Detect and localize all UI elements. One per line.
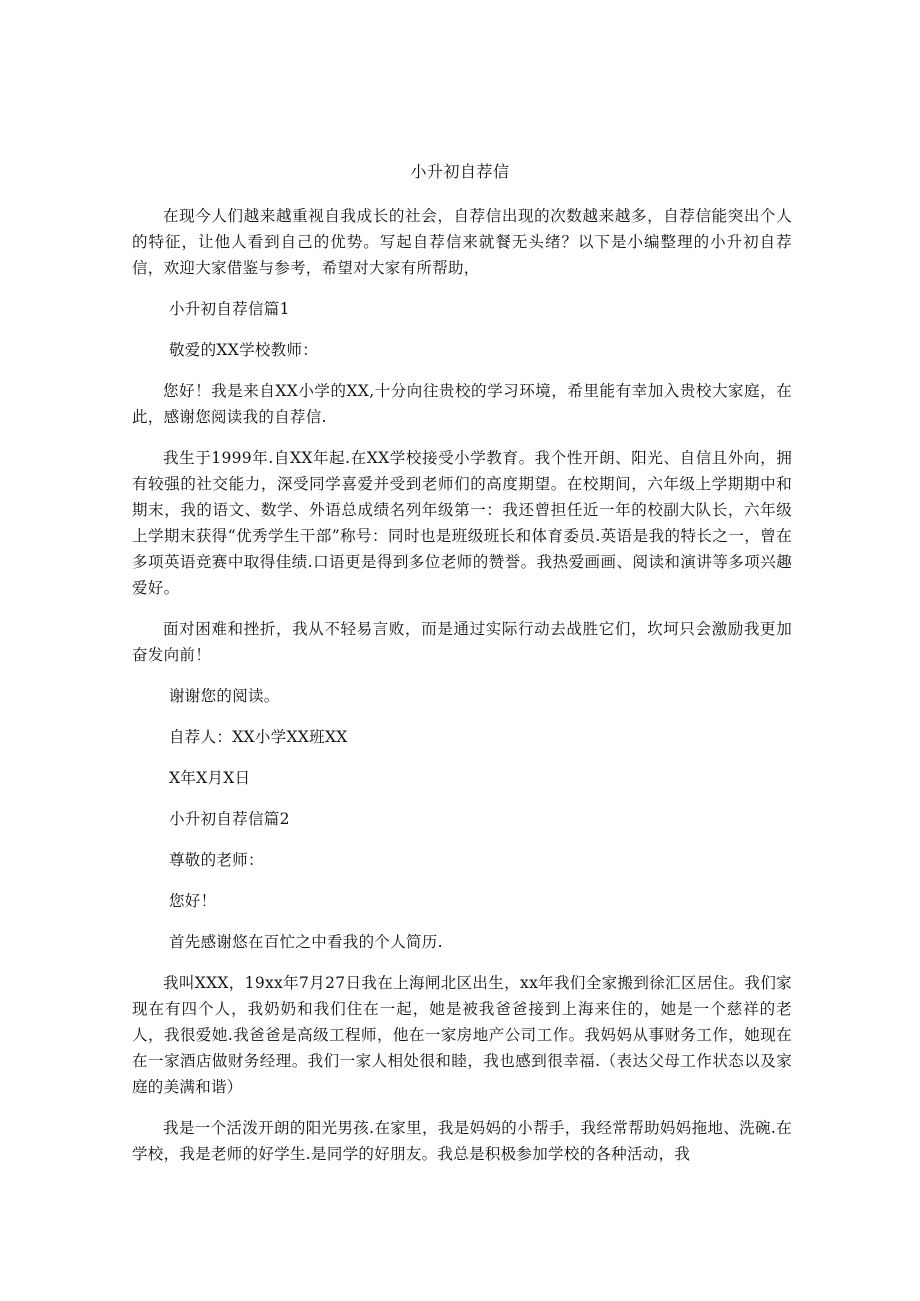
intro-paragraph: 在现今人们越来越重视自我成长的社会，自荐信出现的次数越来越多，自荐信能突出个人的特征，让他人看到自己的优势。写起自荐信来就餐无头绪？以下是小编整理的小升初自荐信，欢迎大家借鉴与参考，希望对大家有所帮助，	[132, 207, 792, 277]
letter2-opening: 首先感谢悠在百忙之中看我的个人简历.	[169, 933, 443, 951]
letter2-greeting: 您好！	[169, 892, 217, 910]
document-body	[132, 203, 792, 1182]
letter2-heading: 小升初自荐信篇2	[169, 810, 290, 828]
document-title: 小升初自荐信	[410, 162, 510, 181]
letter2-family-paragraph: 我叫XXX，19xx年7月27日我在上海闸北区出生，xx年我们全家搬到徐汇区居住。我们家现在有四个人，我奶奶和我们住在一起，她是被我爸爸接到上海来住的，她是一个慈祥的老人，我很爱她.我爸爸是高级工程师，他在一家房地产公司工作。我妈妈从事财务工作，她现在在一家酒店做财务经理。我们一家人相处很和睦，我也感到很幸福.（表达父母工作状态以及家庭的美满和谐）	[132, 974, 792, 1096]
letter1-signer: 自荐人：XX小学XX班XX	[169, 728, 348, 746]
letter1-greeting-paragraph: 您好！我是来自XX小学的XX,十分向往贵校的学习环境，希里能有幸加入贵校大家庭，在此，感谢您阅读我的自荐信.	[132, 382, 792, 426]
letter1-heading: 小升初自荐信篇1	[169, 300, 290, 318]
letter1-salutation: 敬爱的XX学校教师：	[169, 341, 319, 359]
letter1-body-paragraph: 我生于1999年.自XX年起.在XX学校接受小学教育。我个性开朗、阳光、自信且外向，拥有较强的社交能力，深受同学喜爱并受到老师们的高度期望。在校期间，六年级上学期期中和期末，我的语文、数学、外语总成绩名列年级第一：我还曾担任近一年的校副大队长，六年级上学期末获得“优秀学生干部”称号：同时也是班级班长和体育委员.英语是我的特长之一，曾在多项英语竞赛中取得佳绩.口语更是得到多位老师的赞誉。我热爱画画、阅读和演讲等多项兴趣爱好。	[132, 449, 792, 597]
letter1-date: X年X月X日	[169, 769, 251, 787]
letter1-thanks: 谢谢您的阅读。	[169, 687, 280, 705]
letter2-salutation: 尊敬的老师：	[169, 851, 264, 869]
letter2-personality-paragraph: 我是一个活泼开朗的阳光男孩.在家里，我是妈妈的小帮手，我经常帮助妈妈拖地、洗碗.在学校，我是老师的好学生.是同学的好朋友。我总是积极参加学校的各种活动，我	[132, 1119, 792, 1163]
letter1-closing-paragraph: 面对困难和挫折，我从不轻易言败，而是通过实际行动去战胜它们，坎坷只会激励我更加奋发向前！	[132, 620, 792, 664]
